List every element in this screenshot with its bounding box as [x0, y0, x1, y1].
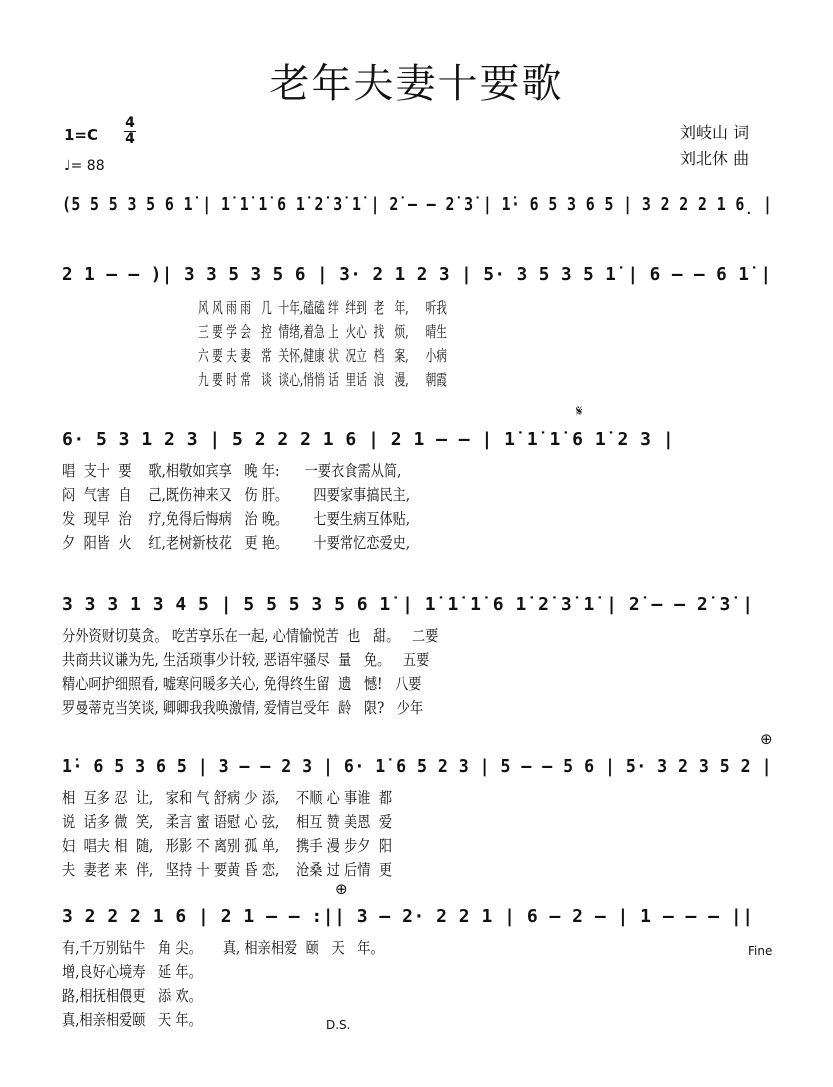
notes-line-5: 3 2 2 2 1 6 | 2 1 — — :|| 3 — 2· 2 2 1 | 6 — 2 — | 1 — — — ||: [62, 906, 754, 927]
lyric-3-1: 分外资财切莫贪。 吃苦享乐在一起, 心情愉悦苦 也 甜。 二要: [62, 627, 439, 645]
lyric-4-4: 夫 妻老 来 伴, 坚持 十 要黄 昏 恋, 沧桑 过 后情 更: [62, 861, 393, 879]
composer-credit: 刘北休 曲: [680, 149, 750, 168]
lyric-2-2: 闷 气害 自 己,既伤神来又 伤 肝。 四要家事搞民主,: [62, 486, 411, 504]
key-signature: 1=C: [64, 126, 99, 144]
score-line-5: [62, 902, 772, 1042]
lyric-3-4: 罗曼蒂克当笑谈, 卿卿我我唤激情, 爱情岂受年 龄 限? 少年: [62, 699, 424, 717]
score-line-3: [62, 590, 772, 730]
lyric-2-1: 唱 支十 要 歌,相敬如宾享 晚 年: 一要衣食需从简,: [62, 462, 402, 480]
lyric-2-3: 发 现早 治 疗,免得后悔病 治 晚。 七要生病互体贴,: [62, 510, 411, 528]
lyric-4-2: 说 话多 微 笑, 柔言 蜜 语慰 心 弦, 相互 赞 美恩 爱: [62, 813, 393, 831]
coda-icon-center: ⊕: [335, 880, 348, 898]
lyric-5-3: 路,相抚相偎更 添 欢。: [62, 987, 202, 1005]
lyric-5-4: 真,相亲相爱颐 天 年。: [62, 1011, 202, 1029]
tempo-marking: ♩= 88: [64, 158, 105, 174]
lyricist-credit: 刘岐山 词: [680, 123, 750, 142]
notes-line-3: 3 3 3 1 3 4 5 | 5 5 5 3 5 6 1̇ | 1̇ 1̇ 1̇ 6 1̇ 2̇ 3̇ 1̇ | 2̇ — — 2̇ 3̇ |: [62, 594, 754, 615]
coda-icon-right: ⊕: [760, 730, 773, 748]
lyric-1-2: 三 要 学 会 控 情绪,着急 上 火心 找 烦, 晴生: [198, 323, 447, 341]
lyric-5-2: 增,良好心境寿 延 年。: [62, 963, 202, 981]
score-line-1: [62, 260, 772, 400]
fine-marking: Fine: [748, 944, 773, 958]
notes-line-1: 2 1 — — )| 3 3 5 3 5 6 | 3· 2 1 2 3 | 5· 3 5 3 5 1̇ | 6 — — 6 1̇ |: [62, 264, 772, 285]
time-signature: [123, 116, 137, 147]
score-line-4: [62, 752, 772, 892]
lyric-1-4: 九 要 时 常 谈 谈心,悄悄 话 里话 浪 漫, 朝霞: [198, 371, 447, 389]
score-line-2: [62, 425, 772, 565]
lyric-3-2: 共商共议谦为先, 生活琐事少计较, 恶语牢骚尽 量 免。 五要: [62, 651, 430, 669]
page-title: 老年夫妻十要歌: [269, 61, 564, 107]
lyric-5-1: 有,千万别钻牛 角 尖。 真, 相亲相爱 颐 天 年。: [62, 939, 384, 957]
meter-top: 4: [125, 115, 135, 131]
ds-marking: D.S.: [326, 1018, 351, 1032]
notes-line-2: 6· 5 3 1 2 3 | 5 2 2 2 1 6 | 2 1 — — | 1̇ 1̇ 1̇ 6 1̇ 2 3 |: [62, 429, 675, 450]
notes-line-4: 1̇· 6 5 3 6 5 | 3 — — 2 3 | 6· 1̇ 6 5 2 3 | 5 — — 5 6 | 5· 3 2 3 5 2 |: [62, 756, 773, 777]
score-line-0: [62, 190, 772, 224]
lyric-4-3: 妇 唱夫 相 随, 形影 不 离别 孤 单, 携手 漫 步夕 阳: [62, 837, 393, 855]
notes-line-0: (5 5 5 3 5 6 1̇ | 1̇ 1̇ 1̇ 6 1̇ 2̇ 3̇ 1̇ | 2̇ — — 2̇ 3̇ | 1̇· 6 5 3 6 5 | 3 2 2 2 1 6̣ |: [62, 194, 773, 215]
lyric-3-3: 精心呵护细照看, 嘘寒问暖多关心, 免得终生留 遗 憾! 八要: [62, 675, 422, 693]
lyric-1-1: 风 风 雨 雨 几 十年,磕磕 绊 绊到 老 年, 听我: [198, 299, 447, 317]
meter-bottom: 4: [125, 131, 135, 147]
segno-icon: 𝄋: [576, 402, 583, 420]
lyric-4-1: 相 互多 忍 让, 家和 气 舒病 少 添, 不顺 心 事谁 都: [62, 789, 393, 807]
lyric-2-4: 夕 阳皆 火 红,老树新枝花 更 艳。 十要常忆恋爱史,: [62, 534, 411, 552]
lyric-1-3: 六 要 夫 妻 常 关怀,健康 状 况立 档 案, 小病: [198, 347, 447, 365]
